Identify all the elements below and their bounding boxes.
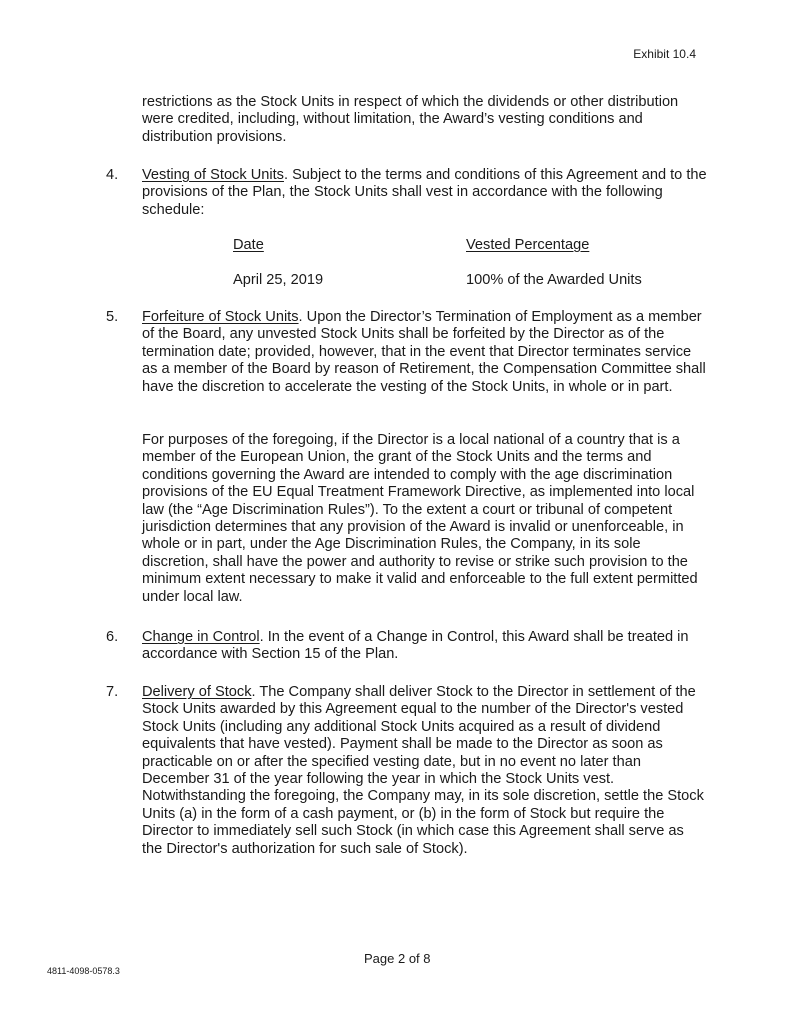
section-heading: Vesting of Stock Units — [142, 167, 284, 183]
page-number: Page 2 of 8 — [364, 951, 431, 966]
section-number: 4. — [106, 167, 119, 183]
document-id: 4811-4098-0578.3 — [47, 966, 120, 976]
section-forfeiture-eu-paragraph: For purposes of the foregoing, if the Director is a local national of a country that is a member of the European Union, the grant of the Stock Units and the terms and conditions governing the Award are intended to comply with the age discrimination provisions of the EU Equal Treatment Framework Directive, as implemented into local law (the “Age Discrimination Rules”). To the extent a court or tribunal of competent jurisdiction determines that any provision of the Award is invalid or unenforceable, in whole or in part, under the Age Discrimination Rules, the Company, in its sole discretion, shall have the power and authority to revise or strike such provision to the minimum extent necessary to make it valid and enforceable to the full extent permitted under local law. — [142, 432, 698, 605]
section-text: . Upon the Director’s Termination of Employment as a member of the Board, any unvested Stock Units shall be forfeited by the Director as of the termination date; provided, however, that in the event that Director terminates service as a member of the Board by reason of Retirement, the Compensation Committee shall have the discretion to accelerate the vesting of the Stock Units, in whole or in part. — [142, 309, 706, 395]
section-number: 5. — [106, 309, 119, 325]
schedule-header-percentage: Vested Percentage — [466, 237, 590, 253]
section-text: . In the event of a Change in Control, this Award shall be treated in accordance with Section 15 of the Plan. — [142, 629, 689, 663]
section-forfeiture — [142, 309, 707, 396]
section-heading: Change in Control — [142, 629, 260, 645]
section-delivery — [142, 684, 707, 858]
exhibit-label: Exhibit 10.4 — [633, 47, 696, 61]
schedule-header-date: Date — [233, 237, 264, 253]
schedule-cell-date: April 25, 2019 — [233, 272, 324, 288]
section-text: . The Company shall deliver Stock to the Director in settlement of the Stock Units awarded by this Agreement equal to the number of the Director's vested Stock Units (including any additional Stock Units acquired as a result of dividend equivalents that have vested). Payment shall be made to the Director as soon as practicable on or after the specified vesting date, but in no event no later than December 31 of the year following the year in which the Stock Units vest. Notwithstanding the foregoing, the Company may, in its sole discretion, settle the Stock Units (a) in the form of a cash payment, or (b) in the form of Stock but require the Director to immediately sell such Stock (in which case this Agreement shall serve as the Director's authorization for such sale of Stock). — [142, 684, 704, 857]
section-vesting — [142, 167, 707, 219]
section-number: 6. — [106, 629, 119, 645]
section-heading: Forfeiture of Stock Units — [142, 309, 299, 325]
schedule-cell-percentage: 100% of the Awarded Units — [466, 272, 642, 288]
section-number: 7. — [106, 684, 119, 700]
section-heading: Delivery of Stock — [142, 684, 252, 700]
continuation-paragraph: restrictions as the Stock Units in respect of which the dividends or other distribution were credited, including, without limitation, the Award’s vesting conditions and distribution provisions. — [142, 94, 679, 145]
section-change-in-control — [142, 629, 707, 664]
section-text: . Subject to the terms and conditions of this Agreement and to the provisions of the Plan, the Stock Units shall vest in accordance with the following schedule: — [142, 167, 707, 218]
